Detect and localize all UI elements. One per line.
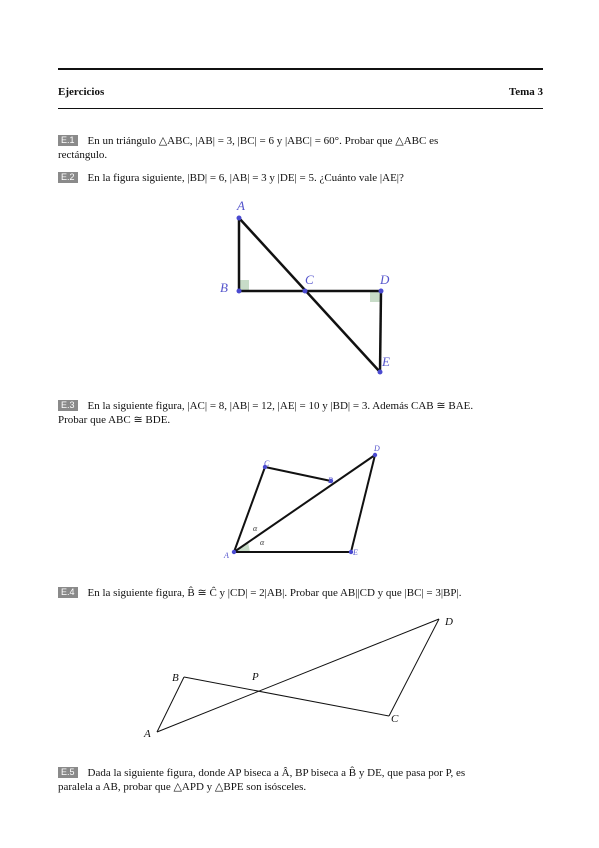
exercise-text-cont: rectángulo. bbox=[58, 149, 108, 161]
exercise-text: En la siguiente figura, B̂ ≅ Ĉ y |CD| = 2|AB|. Probar que AB||CD y que |BC| = 3|BP|. bbox=[87, 587, 462, 599]
segment-bc bbox=[184, 677, 389, 716]
header-right: Tema 3 bbox=[508, 86, 543, 98]
label-d: D bbox=[380, 272, 390, 287]
exercise-text: En la siguiente figura, |AC| = 8, |AB| = 12, |AE| = 10 y |BD| = 3. Además CAB ≅ BAE. bbox=[87, 400, 474, 412]
figure-exercise-4 bbox=[135, 608, 465, 743]
label-c: C bbox=[305, 272, 314, 287]
exercise-badge: E.1 bbox=[58, 135, 78, 146]
segment-cb bbox=[265, 467, 331, 481]
exercise-text: En un triángulo △ABC, |AB| = 3, |BC| = 6 y |ABC| = 60°. Probar que △ABC es bbox=[87, 135, 439, 147]
figure-exercise-3 bbox=[220, 440, 390, 565]
label-p: P bbox=[252, 671, 259, 683]
label-a: A bbox=[144, 728, 151, 740]
label-d: D bbox=[445, 616, 453, 628]
exercise-4 bbox=[58, 586, 544, 600]
label-c: C bbox=[264, 459, 270, 468]
label-a: A bbox=[237, 198, 245, 213]
exercise-1 bbox=[58, 134, 544, 162]
exercise-text-cont: paralela a AB, probar que △APD y △BPE son isósceles. bbox=[58, 781, 307, 793]
point-e bbox=[378, 370, 383, 375]
segment-ab bbox=[157, 677, 184, 732]
header-left: Ejercicios bbox=[58, 86, 105, 98]
label-b: B bbox=[220, 280, 228, 295]
right-angle-marker-b bbox=[239, 280, 249, 290]
label-b: B bbox=[328, 476, 333, 485]
exercise-badge: E.4 bbox=[58, 587, 78, 598]
segment-cd bbox=[389, 619, 439, 716]
exercise-5 bbox=[58, 766, 544, 794]
point-a bbox=[237, 216, 242, 221]
exercise-3 bbox=[58, 399, 544, 427]
label-b: B bbox=[172, 672, 179, 684]
label-alpha-1: α bbox=[253, 524, 258, 533]
exercise-2 bbox=[58, 171, 544, 185]
top-rule bbox=[58, 68, 543, 70]
point-b bbox=[237, 289, 242, 294]
figure-exercise-2 bbox=[210, 195, 400, 385]
label-e: E bbox=[382, 354, 390, 369]
label-c: C bbox=[391, 713, 399, 725]
point-d bbox=[379, 289, 384, 294]
label-d: D bbox=[374, 444, 380, 453]
label-e: E bbox=[353, 548, 358, 557]
exercise-text: En la figura siguiente, |BD| = 6, |AB| = 3 y |DE| = 5. ¿Cuánto vale |AE|? bbox=[87, 172, 404, 184]
header-rule bbox=[58, 108, 543, 109]
exercise-text: Dada la siguiente figura, donde AP biseca a Â, BP biseca a B̂ y DE, que pasa por P, es bbox=[87, 767, 466, 779]
exercise-badge: E.3 bbox=[58, 400, 78, 411]
exercise-badge: E.5 bbox=[58, 767, 78, 778]
right-angle-marker-d bbox=[370, 292, 380, 302]
segment-de bbox=[380, 291, 381, 372]
label-a: A bbox=[224, 551, 229, 560]
point-d bbox=[373, 453, 377, 457]
label-alpha-2: α bbox=[260, 538, 265, 547]
point-c bbox=[303, 289, 308, 294]
point-a bbox=[232, 550, 236, 554]
exercise-text-cont: Probar que ABC ≅ BDE. bbox=[58, 414, 171, 426]
segment-ae bbox=[239, 218, 380, 372]
exercise-badge: E.2 bbox=[58, 172, 78, 183]
